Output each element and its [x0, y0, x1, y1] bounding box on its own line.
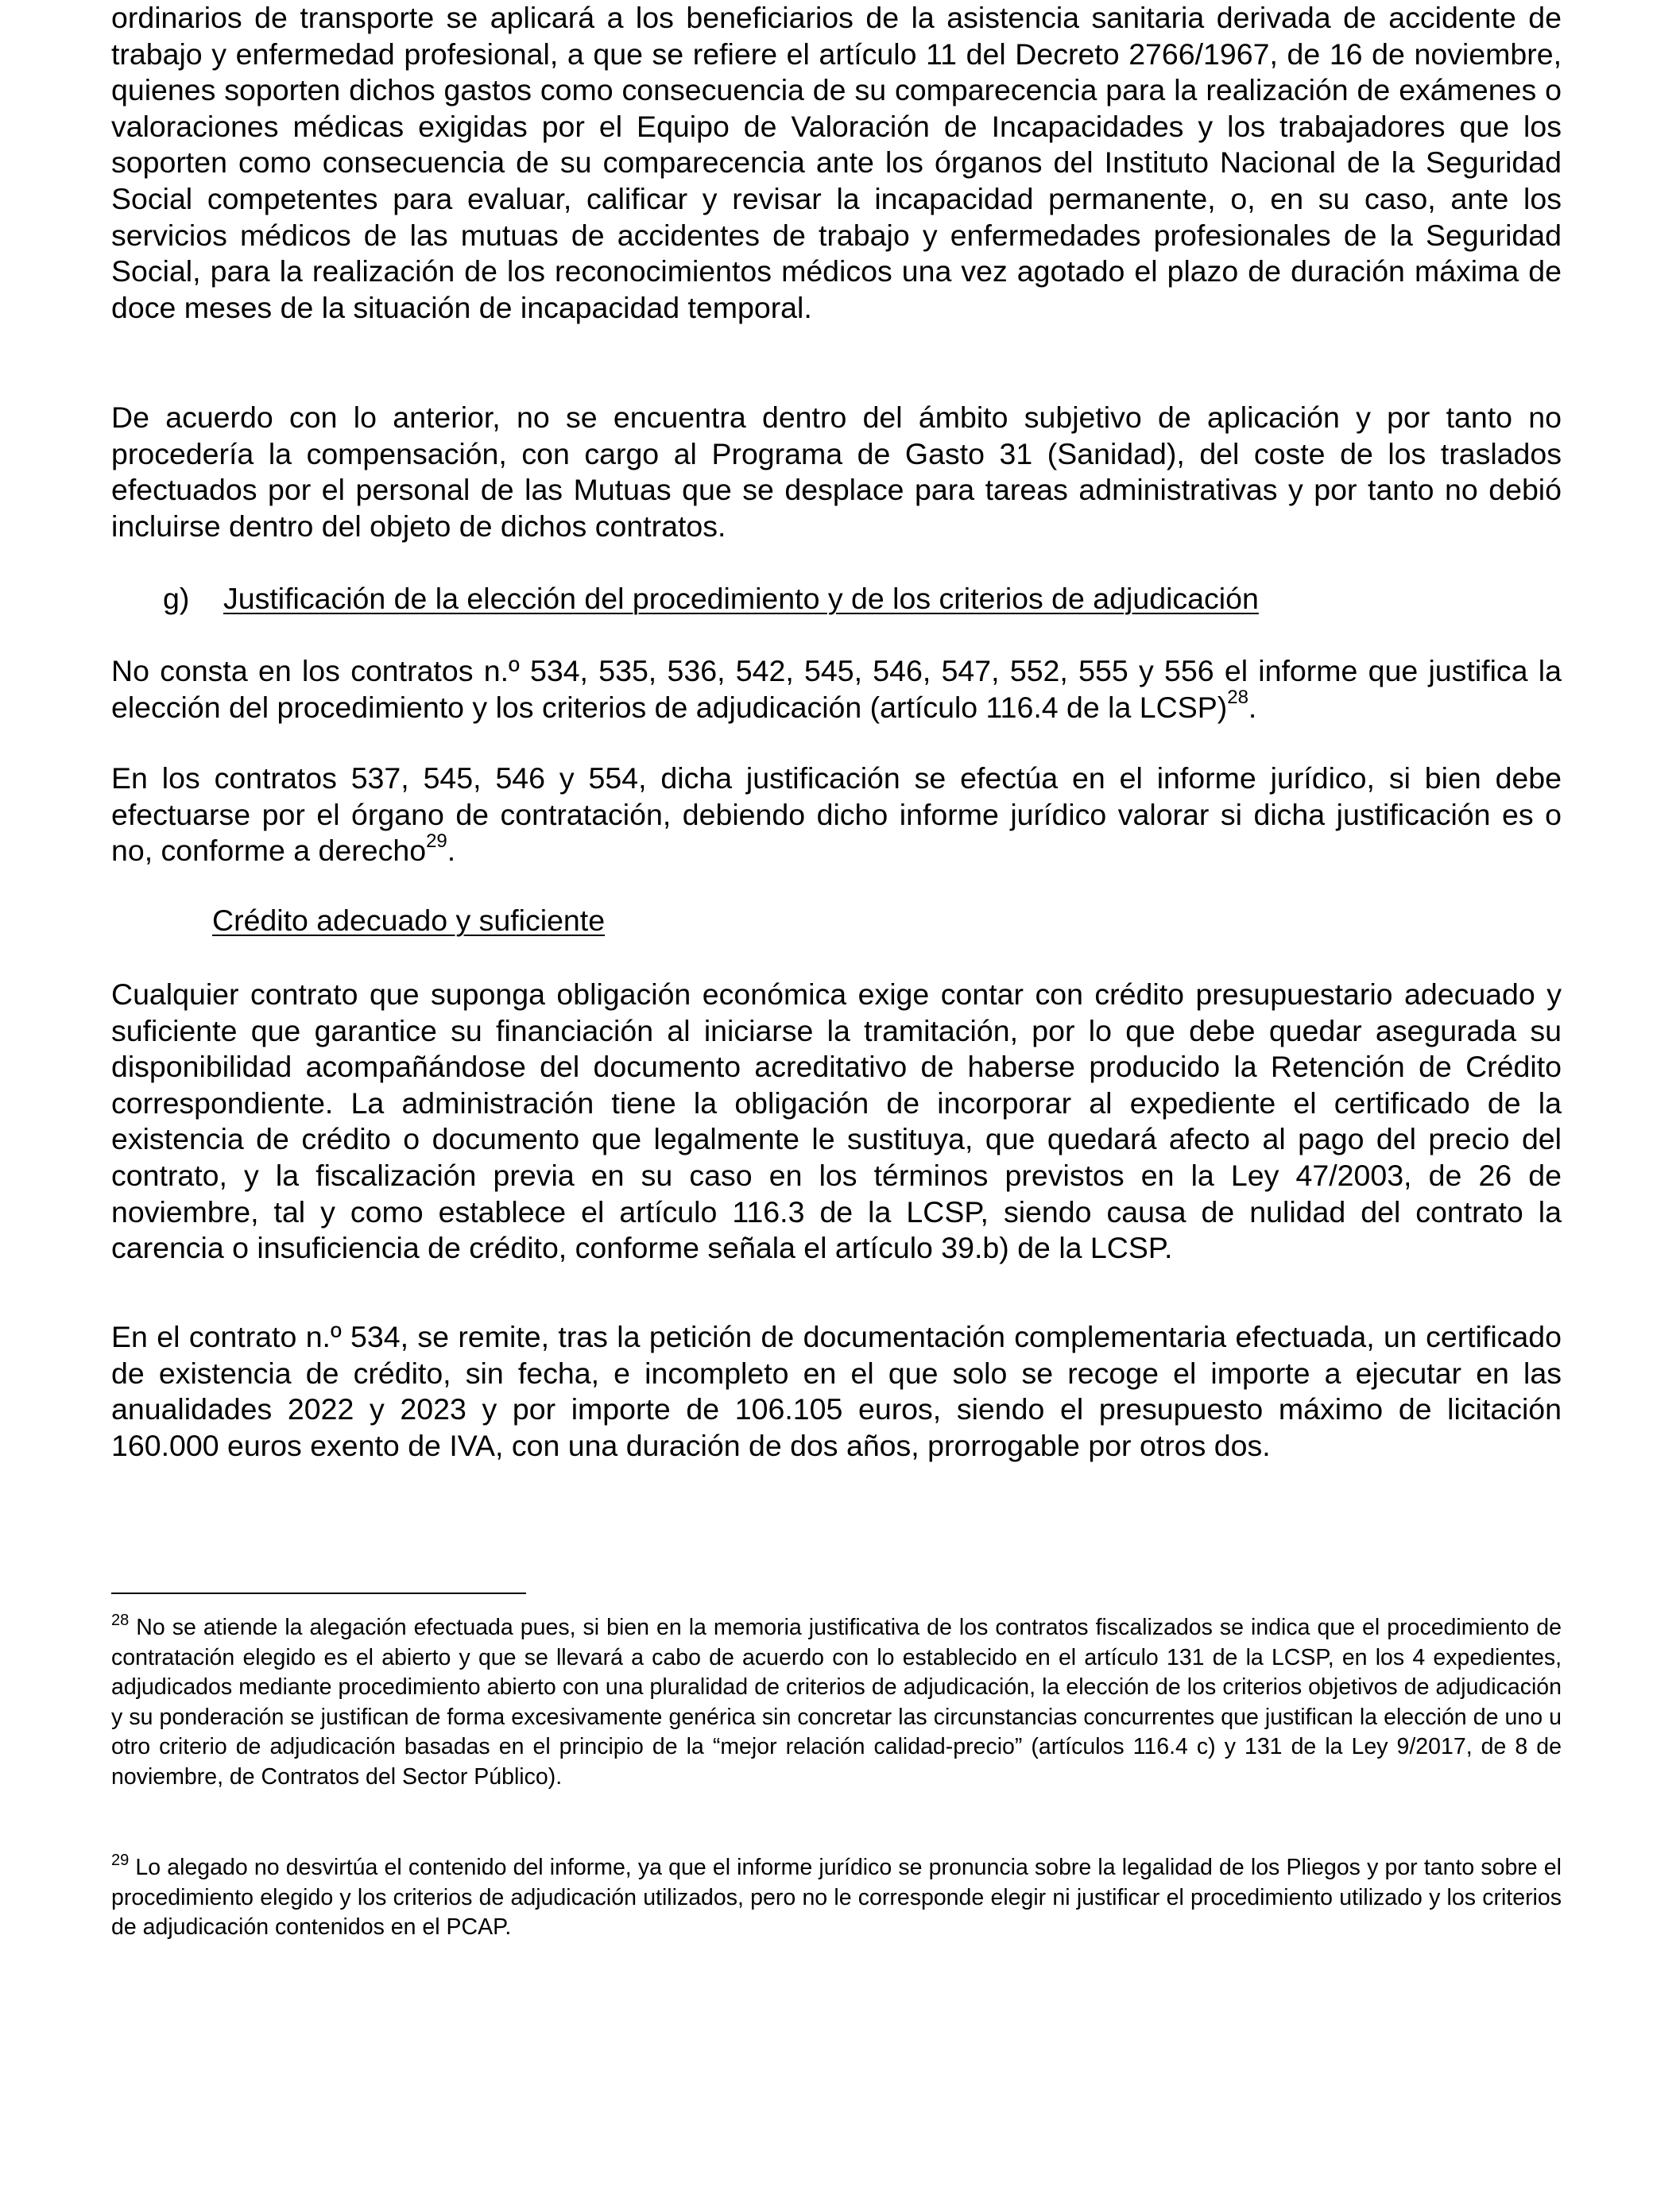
paragraph-transport-beneficiaries: ordinarios de transporte se aplicará a los beneficiarios de la asistencia sanitaria derivada de accidente de trabajo y enfermedad profesional, a que se refiere el artículo 11 del Decreto 2766/1967, de 16 de noviembre, quienes soporten dichos gastos como consecuencia de su comparecencia para la realización de exámenes o valoraciones médicas exigidas por el Equipo de Valoración de Incapacidades y los trabajadores que los soporten como consecuencia de su comparecencia ante los órganos del Instituto Nacional de la Seguridad Social competentes para evaluar, calificar y revisar la incapacidad permanente, o, en su caso, ante los servicios médicos de las mutuas de accidentes de trabajo y enfermedades profesionales de la Seguridad Social, para la realización de los reconocimientos médicos una vez agotado el plazo de duración máxima de doce meses de la situación de incapacidad temporal.	[111, 1, 1562, 324]
footnote-separator	[111, 1593, 526, 1594]
footnote-reference-28[interactable]: 28	[1227, 687, 1248, 709]
paragraph-end: .	[447, 834, 456, 868]
paragraph-end: .	[1248, 690, 1257, 724]
subheading-credit: Crédito adecuado y suficiente	[212, 904, 606, 937]
footnote-reference-29[interactable]: 29	[426, 830, 447, 852]
footnote-28	[111, 1613, 1562, 1792]
paragraph-text: No consta en los contratos n.º 534, 535, 536, 542, 545, 546, 547, 552, 555 y 556 el informe que justifica la elección del procedimiento y los criterios de adjudicación (artículo 116.4 de la LCSP)	[111, 654, 1562, 724]
paragraph-contract-534: En el contrato n.º 534, se remite, tras la petición de documentación complementaria efectuada, un certificado de existencia de crédito, sin fecha, e incompleto en el que solo se recoge el importe a ejecutar en las anualidades 2022 y 2023 y por importe de 106.105 euros, siendo el presupuesto máximo de licitación 160.000 euros exento de IVA, con una duración de dos años, prorrogable por otros dos.	[111, 1320, 1562, 1462]
paragraph-missing-justification	[111, 653, 1562, 726]
paragraph-subjective-scope: De acuerdo con lo anterior, no se encuentra dentro del ámbito subjetivo de aplicación y por tanto no procedería la compensación, con cargo al Programa de Gasto 31 (Sanidad), del coste de los traslados efectuados por el personal de las Mutuas que se desplace para tareas administrativas y por tanto no debió incluirse dentro del objeto de dichos contratos.	[111, 401, 1562, 543]
paragraph-legal-report	[111, 760, 1562, 869]
section-heading-title: Justificación de la elección del procedimiento y de los criterios de adjudicación	[223, 582, 1259, 615]
footnote-number: 28	[111, 1611, 130, 1629]
footnote-number: 29	[111, 1851, 130, 1869]
paragraph-text: En los contratos 537, 545, 546 y 554, dicha justificación se efectúa en el informe jurídico, si bien debe efectuarse por el órgano de contratación, debiendo dicho informe jurídico valorar si dicha justificación es o no, conforme a derecho	[111, 761, 1562, 868]
paragraph-budget-credit: Cualquier contrato que suponga obligación económica exige contar con crédito presupuestario adecuado y suficiente que garantice su financiación al iniciarse la tramitación, por lo que debe quedar asegurada su disponibilidad acompañándose del documento acreditativo de haberse producido la Retención de Crédito correspondiente. La administración tiene la obligación de incorporar al expediente el certificado de la existencia de crédito o documento que legalmente le sustituya, que quedará afecto al pago del precio del contrato, y la fiscalización previa en su caso en los términos previstos en la Ley 47/2003, de 26 de noviembre, tal y como establece el artículo 116.3 de la LCSP, siendo causa de nulidad del contrato la carencia o insuficiencia de crédito, conforme señala el artículo 39.b) de la LCSP.	[111, 977, 1562, 1265]
footnote-text: No se atiende la alegación efectuada pues, si bien en la memoria justificativa de los contratos fiscalizados se indica que el procedimiento de contratación elegido es el abierto y que se llevará a cabo de acuerdo con lo establecido en el artículo 131 de la LCSP, en los 4 expedientes, adjudicados mediante procedimiento abierto con una pluralidad de criterios de adjudicación, la elección de los criterios objetivos de adjudicación y su ponderación se justifican de forma excesivamente genérica sin concretar las circunstancias concurrentes que justifican la elección de uno u otro criterio de adjudicación basadas en el principio de la “mejor relación calidad-precio” (artículos 116.4 c) y 131 de la Ley 9/2017, de 8 de noviembre, de Contratos del Sector Público).	[111, 1615, 1562, 1790]
footnote-text: Lo alegado no desvirtúa el contenido del informe, ya que el informe jurídico se pronuncia sobre la legalidad de los Pliegos y por tanto sobre el procedimiento elegido y los criterios de adjudicación utilizados, pero no le corresponde elegir ni justificar el procedimiento utilizado y los criterios de adjudicación contenidos en el PCAP.	[111, 1855, 1562, 1940]
section-heading-letter: g)	[163, 582, 190, 615]
footnote-29	[111, 1853, 1562, 1943]
section-heading-g	[163, 581, 1259, 617]
